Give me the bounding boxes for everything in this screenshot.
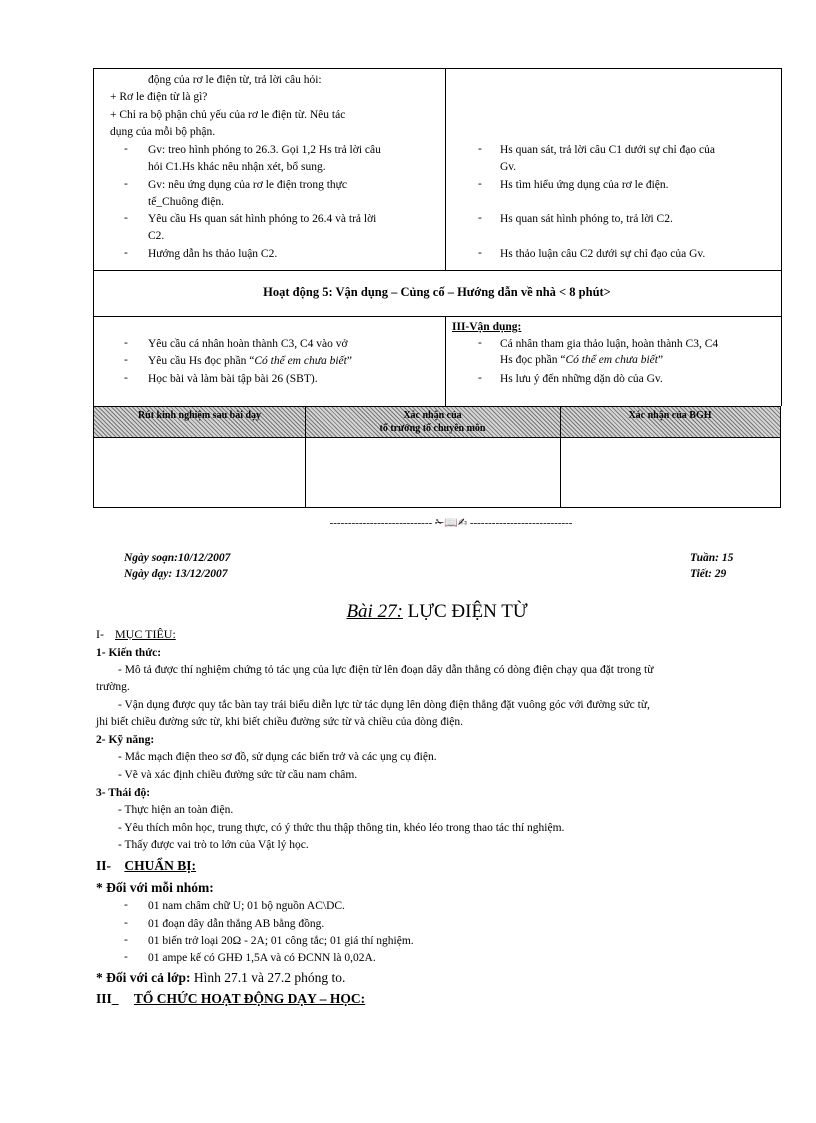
- table-top-border: [93, 68, 781, 69]
- separator-right-dashes: ----------------------------: [469, 517, 573, 529]
- text-emphasis: Có thể em chưa biết: [254, 355, 347, 367]
- row-divider: [93, 270, 781, 271]
- left-item: Gv: treo hình phóng to 26.3. Gọi 1,2 Hs trả lời câu: [148, 144, 381, 156]
- bullet-dash: -: [124, 951, 128, 963]
- bullet-dash: -: [124, 917, 128, 929]
- left-item: Gv: nêu ứng dụng của rơ le điện trong thực: [148, 179, 347, 191]
- bullet-dash: -: [124, 372, 128, 384]
- lesson-title-name: LỰC ĐIỆN TỪ: [402, 601, 528, 622]
- left-item2: [148, 372, 318, 387]
- section2-heading: [96, 857, 196, 875]
- section2-title: CHUẨN BỊ:: [124, 858, 197, 873]
- left-line: + Chỉ ra bộ phận chủ yếu của rơ le điện từ. Nêu tác: [110, 109, 346, 121]
- review-col3-header: Xác nhận của BGH: [628, 410, 712, 421]
- ky-nang-line: - Mắc mạch điện theo sơ đồ, sử dụng các biến trở và các ụng cụ điện.: [118, 751, 437, 763]
- table-right-border: [781, 68, 782, 406]
- section3-number: III_: [96, 991, 119, 1006]
- text-emphasis: Có thể em chưa biết: [565, 354, 658, 366]
- bullet-dash: -: [124, 337, 128, 349]
- table-mid-border: [445, 68, 446, 270]
- review-col2-header: [305, 409, 560, 435]
- kien-thuc-line: - Mô tả được thí nghiệm chứng tỏ tác ụng của lực điện từ lên đoạn dây dẫn thẳng có dòng điện chạy qua đặt trong từ: [118, 664, 654, 676]
- group-item: 01 ampe kế có GHĐ 1,5A và có ĐCNN là 0,02A.: [148, 952, 376, 964]
- review-header-divider: [94, 437, 780, 438]
- left-line: + Rơ le điện từ là gì?: [110, 91, 208, 103]
- section1-title: MỤC TIÊU:: [115, 627, 176, 641]
- left-item: C2.: [148, 230, 165, 242]
- tuan: Tuần: 15: [690, 552, 734, 564]
- thai-do-line: - Yêu thích môn học, trung thực, có ý thức thu thập thông tin, khéo léo trong thao tác thí nghiệm.: [118, 822, 565, 834]
- section2-number: II-: [96, 858, 112, 873]
- left-item: Hướng dẫn hs thảo luận C2.: [148, 248, 278, 260]
- bullet-dash: -: [124, 178, 128, 190]
- group-title: * Đối với mỗi nhóm:: [96, 880, 214, 895]
- right-item: Hs thảo luận câu C2 dưới sự chỉ đạo của Gv.: [500, 248, 706, 260]
- group-item: 01 nam châm chữ U; 01 bộ nguồn AC\DC.: [148, 900, 345, 912]
- left-item2: [148, 354, 352, 369]
- separator: [296, 515, 606, 531]
- lesson-title-prefix: Bài 27:: [346, 601, 403, 622]
- text-segment: ”: [346, 355, 352, 367]
- bullet-dash: -: [478, 178, 482, 190]
- bullet-dash: -: [124, 934, 128, 946]
- review-col-divider: [560, 407, 561, 507]
- right-item: Gv.: [500, 161, 517, 173]
- separator-symbols: ✁📖✍: [434, 516, 468, 529]
- text-segment: Học bài và làm bài tập bài 26 (SBT).: [148, 373, 318, 385]
- bullet-dash: -: [124, 899, 128, 911]
- thai-do-line: - Thực hiện an toàn điện.: [118, 804, 234, 816]
- review-col2-line1: Xác nhận của: [403, 410, 462, 421]
- text-segment: Hs đọc phần “: [500, 354, 566, 366]
- class-title: * Đối với cả lớp:: [96, 970, 191, 985]
- thai-do-line: - Thấy được vai trò to lớn của Vật lý học.: [118, 839, 309, 851]
- bullet-dash: -: [124, 247, 128, 259]
- left-item: tế_Chuông điện.: [148, 196, 225, 208]
- review-col1-header: Rút kinh nghiệm sau bài dạy: [137, 410, 262, 421]
- bullet-dash: -: [478, 143, 482, 155]
- right-item2: Hs lưu ý đến những dặn dò của Gv.: [500, 373, 663, 385]
- row-divider: [93, 316, 781, 317]
- section3-heading: [96, 990, 365, 1008]
- left-item: hỏi C1.Hs khác nêu nhận xét, bổ sung.: [148, 161, 326, 173]
- kien-thuc-line: jhi biết chiều đường sức từ, khi biết chiều đường sức từ và chiều của dòng điện.: [96, 716, 464, 728]
- right-item: Hs quan sát, trả lời câu C1 dưới sự chỉ đạo của: [500, 144, 715, 156]
- ngay-day: Ngày dạy: 13/12/2007: [124, 568, 228, 580]
- bullet-dash: -: [124, 143, 128, 155]
- bullet-dash: -: [124, 354, 128, 366]
- activity5-title: Hoạt động 5: Vận dụng – Củng cố – Hướng dẫn về nhà < 8 phút>: [263, 285, 611, 299]
- right-item2-line2: [500, 353, 663, 368]
- bullet-dash: -: [478, 212, 482, 224]
- section1-heading: [96, 627, 176, 642]
- text-segment: Yêu cầu Hs đọc phần “: [148, 355, 255, 367]
- separator-left-dashes: ----------------------------: [329, 517, 433, 529]
- left-item: Yêu cầu Hs quan sát hình phóng to 26.4 và trả lời: [148, 213, 377, 225]
- class-text: Hình 27.1 và 27.2 phóng to.: [190, 970, 346, 985]
- table-mid-border-2: [445, 316, 446, 406]
- bullet-dash: -: [478, 247, 482, 259]
- tiet: Tiết: 29: [690, 568, 727, 580]
- right-item2: Cá nhân tham gia thảo luận, hoàn thành C3, C4: [500, 338, 719, 350]
- text-segment: Yêu cầu cá nhân hoàn thành C3, C4 vào vở: [148, 338, 348, 350]
- kien-thuc-line: trường.: [96, 681, 130, 693]
- review-table: [93, 406, 781, 508]
- left-line: dụng của mỗi bộ phận.: [110, 126, 216, 138]
- group-item: 01 đoạn dây dẫn thẳng AB bằng đồng.: [148, 918, 325, 930]
- thai-do-title: 3- Thái độ:: [96, 787, 151, 799]
- right-heading: III-Vận dụng:: [452, 321, 522, 333]
- ngay-soan: Ngày soạn:10/12/2007: [124, 552, 231, 564]
- section1-number: I-: [96, 627, 104, 641]
- kien-thuc-title: 1- Kiến thức:: [96, 647, 162, 659]
- group-item: 01 biến trở loại 20Ω - 2A; 01 công tắc; 01 giá thí nghiệm.: [148, 935, 414, 947]
- bullet-dash: -: [478, 337, 482, 349]
- kien-thuc-line: - Vận dụng được quy tắc bàn tay trái biểu diễn lực từ tác dụng lên dòng điện thẳng đặt vuông góc với đường sức từ,: [118, 699, 650, 711]
- lesson-title: [93, 600, 781, 624]
- right-item: Hs tìm hiểu ứng dụng của rơ le điện.: [500, 179, 669, 191]
- ky-nang-line: - Vẽ và xác định chiều đường sức từ cầu nam châm.: [118, 769, 358, 781]
- text-segment: ”: [657, 354, 664, 366]
- table-left-border: [93, 68, 94, 406]
- ky-nang-title: 2- Kỹ năng:: [96, 734, 155, 746]
- bullet-dash: -: [478, 372, 482, 384]
- left-line: động của rơ le điện từ, trả lời câu hỏi:: [148, 74, 322, 86]
- left-item2: [148, 337, 348, 352]
- right-item: Hs quan sát hình phóng to, trả lời C2.: [500, 213, 673, 225]
- class-line: [96, 969, 345, 987]
- bullet-dash: -: [124, 212, 128, 224]
- section3-title: TỔ CHỨC HOẠT ĐỘNG DẠY – HỌC:: [133, 991, 366, 1006]
- review-col2-line2: tổ trưởng tổ chuyên môn: [379, 423, 486, 434]
